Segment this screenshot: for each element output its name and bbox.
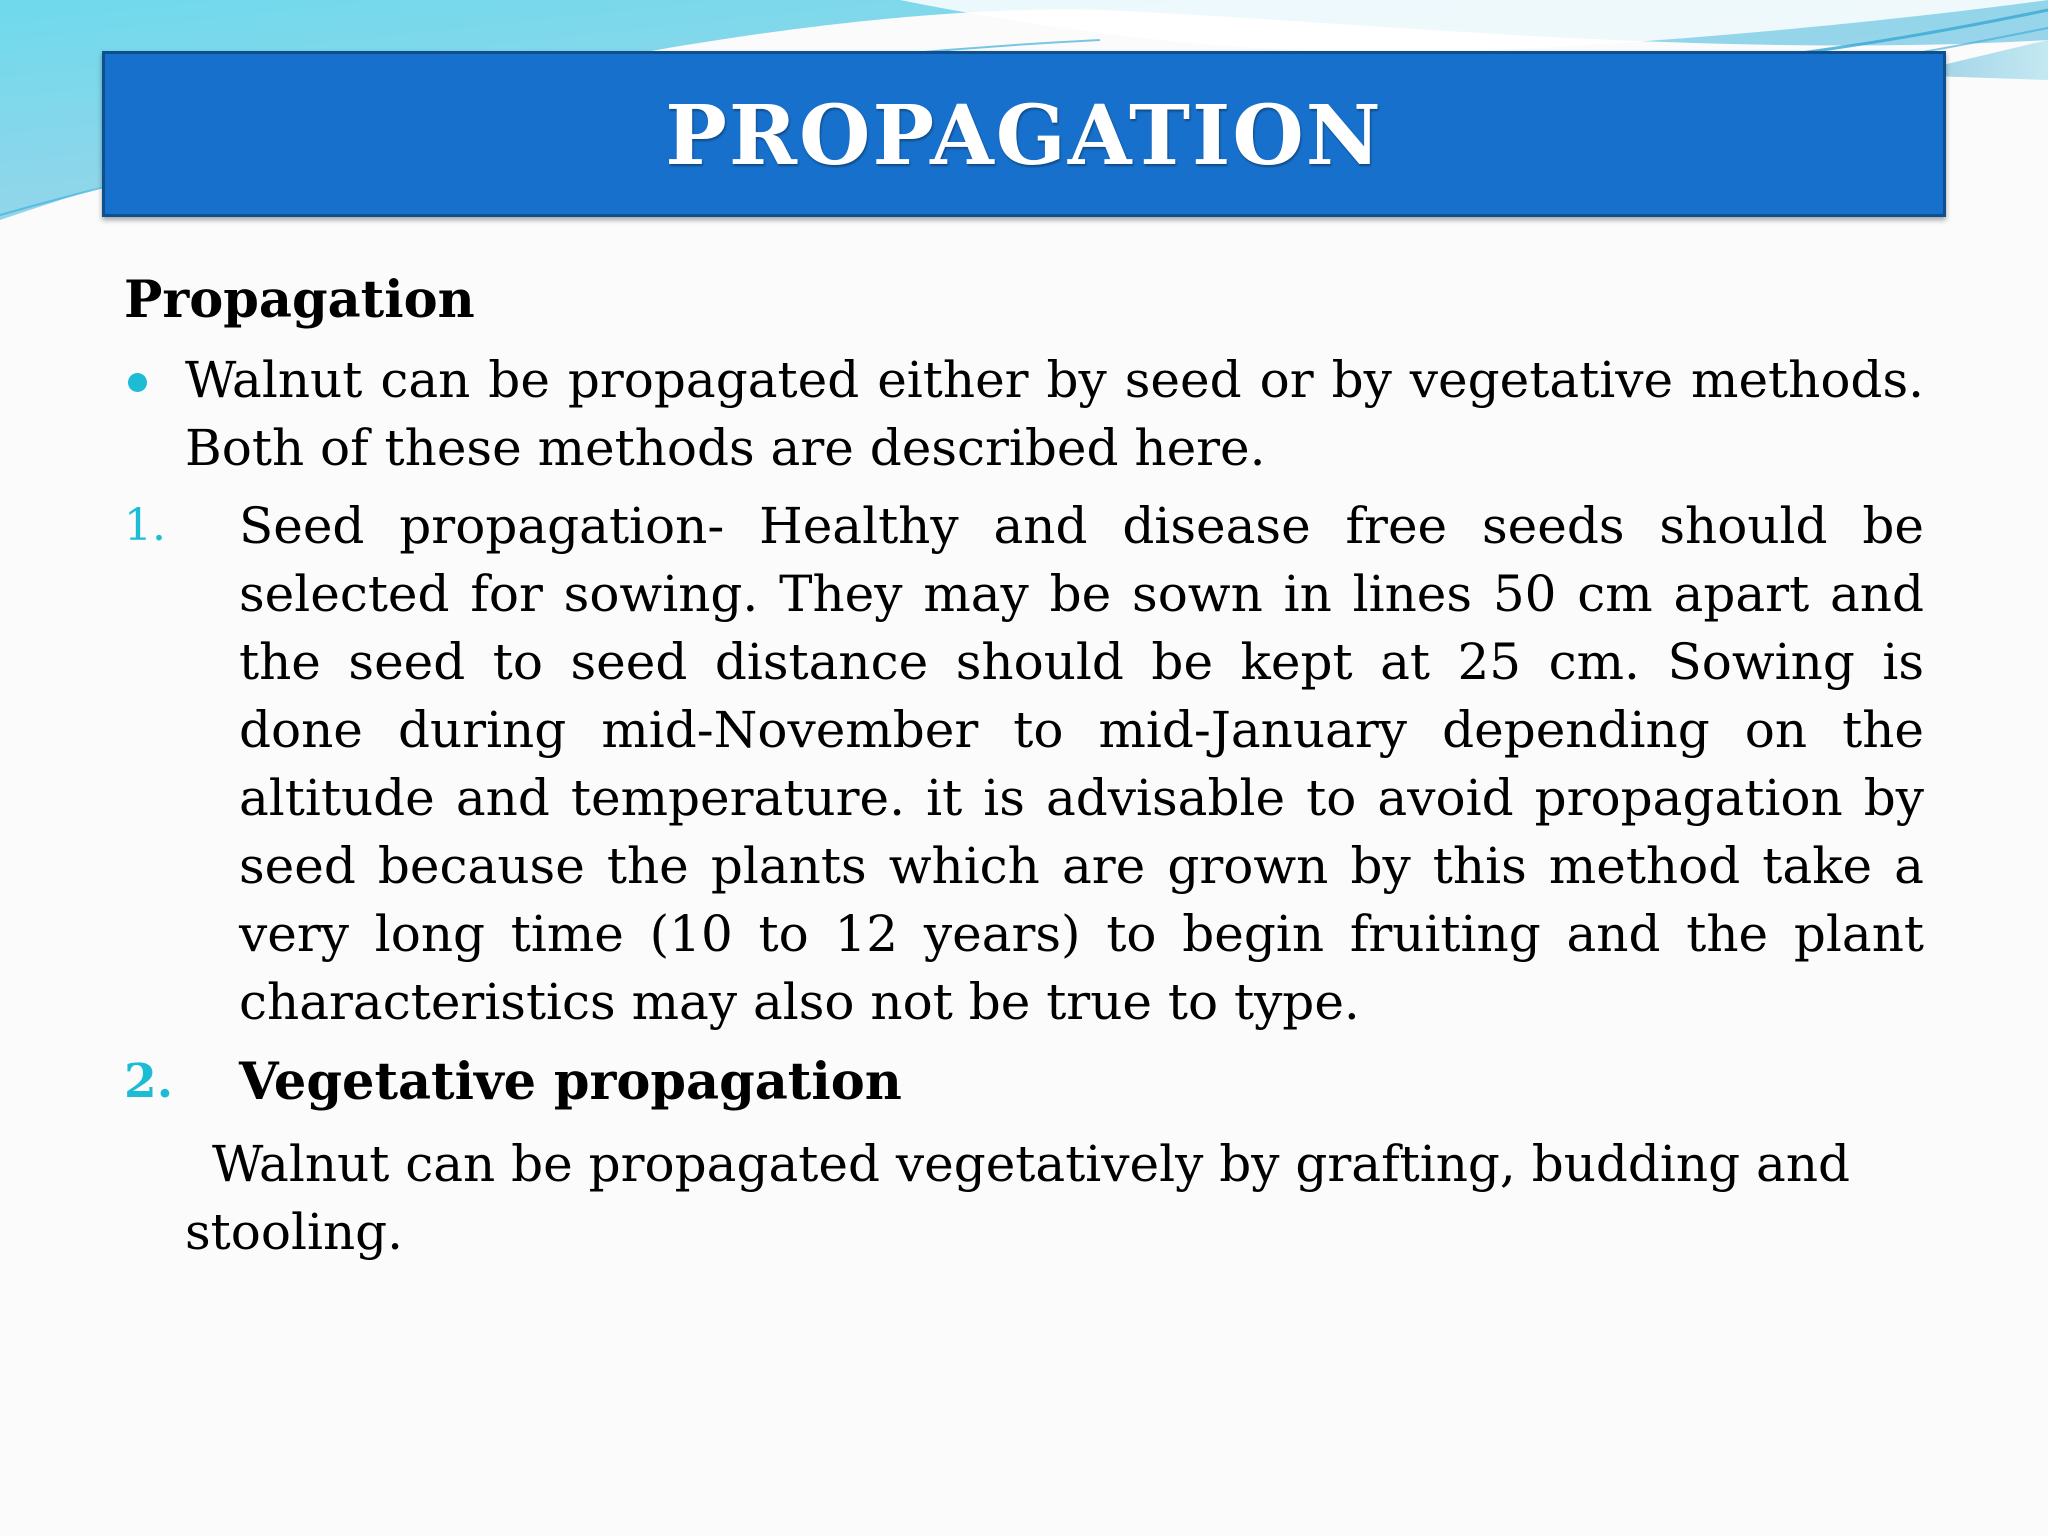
slide-title: PROPAGATION: [665, 88, 1383, 184]
item-text-2: Vegetative propagation: [239, 1052, 902, 1112]
numbered-item-1: [124, 492, 1924, 1036]
numbered-item-2: [124, 1048, 1924, 1116]
section-heading: Propagation: [124, 270, 475, 330]
item-text-1: Seed propagation- Healthy and disease free seeds should be selected for sowing. They may be sown in lines 50 cm apart and the seed to seed distance should be kept at 25 cm. Sowing is done during mid-November to mid-January depending on the altitude and temperature. it is advisable to avoid propagation by seed because the plants which are grown by this method take a very long time (10 to 12 years) to begin fruiting and the plant characteristics may also not be true to type.: [239, 497, 1924, 1031]
item-number-1: 1.: [124, 500, 166, 551]
title-bar: [102, 51, 1946, 217]
slide-content: [124, 266, 1924, 1266]
bullet-text: Walnut can be propagated either by seed or by vegetative methods. Both of these methods are described here.: [185, 351, 1924, 477]
bullet-item: [124, 346, 1924, 482]
item-number-2: 2.: [124, 1054, 174, 1109]
bullet-dot-icon: [128, 373, 147, 392]
closing-paragraph: Walnut can be propagated vegetatively by grafting, budding and stooling.: [185, 1135, 1851, 1261]
